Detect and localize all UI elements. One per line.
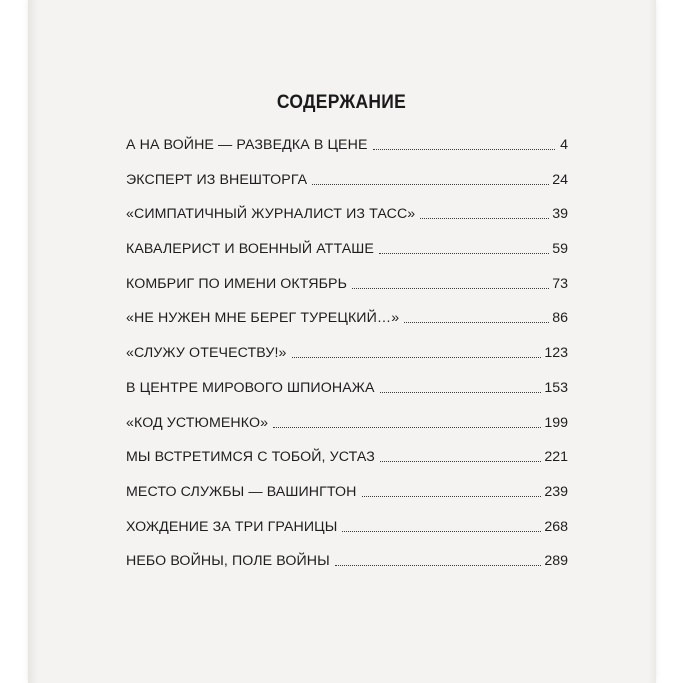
toc-entry [126, 240, 568, 275]
toc-page-number: 268 [544, 518, 568, 535]
toc-entry [126, 518, 568, 553]
toc-entry [126, 171, 568, 206]
toc-entry [126, 414, 568, 449]
toc-entry [126, 483, 568, 518]
toc-entry-title: А НА ВОЙНЕ — РАЗВЕДКА В ЦЕНЕ [126, 137, 368, 153]
toc-dot-leader [312, 171, 549, 185]
toc-entry-title: КАВАЛЕРИСТ И ВОЕННЫЙ АТТАШЕ [126, 241, 374, 258]
toc-page-number: 239 [544, 483, 568, 500]
toc-entry-title: МЕСТО СЛУЖБЫ — ВАШИНГТОН [126, 483, 357, 500]
toc-dot-leader [420, 205, 549, 219]
toc-dot-leader [380, 379, 542, 393]
toc-page-number: 73 [552, 275, 568, 292]
toc-dot-leader [380, 448, 541, 462]
toc-entry [126, 275, 568, 310]
toc-entry [126, 309, 568, 344]
toc-page-number: 59 [552, 241, 568, 258]
toc-page-number: 4 [560, 137, 568, 153]
toc-entry-title: «НЕ НУЖЕН МНЕ БЕРЕГ ТУРЕЦКИЙ…» [126, 310, 400, 327]
toc-entry [126, 205, 568, 240]
toc-entry-title: «СИМПАТИЧНЫЙ ЖУРНАЛИСТ ИЗ ТАСС» [126, 206, 416, 223]
toc-page-number: 39 [552, 206, 568, 223]
toc-entry-title: ЭКСПЕРТ ИЗ ВНЕШТОРГА [126, 171, 308, 188]
toc-entry-title: «КОД УСТЮМЕНКО» [126, 414, 269, 431]
toc-dot-leader [362, 483, 542, 497]
toc-dot-leader [292, 344, 542, 358]
toc-page-number: 153 [544, 379, 568, 396]
toc-entry-title: НЕБО ВОЙНЫ, ПОЛЕ ВОЙНЫ [126, 553, 330, 570]
toc-entry-title: В ЦЕНТРЕ МИРОВОГО ШПИОНАЖА [126, 379, 375, 396]
toc-dot-leader [352, 275, 549, 289]
toc-dot-leader [404, 309, 549, 323]
toc-dot-leader [379, 240, 549, 254]
toc-page-number: 86 [552, 310, 568, 327]
toc-entry [126, 448, 568, 483]
toc-entry [126, 136, 568, 171]
toc-entry [126, 552, 568, 587]
toc-entry-title: МЫ ВСТРЕТИМСЯ С ТОБОЙ, УСТАЗ [126, 449, 375, 466]
toc-entry [126, 344, 568, 379]
toc-dot-leader [342, 518, 541, 532]
toc-entry-title: «СЛУЖУ ОТЕЧЕСТВУ!» [126, 345, 287, 362]
table-of-contents [126, 136, 568, 587]
toc-page-number: 199 [544, 414, 568, 431]
toc-page-number: 289 [544, 553, 568, 570]
toc-entry-title: КОМБРИГ ПО ИМЕНИ ОКТЯБРЬ [126, 275, 347, 292]
toc-page-number: 221 [544, 449, 568, 466]
toc-page-number: 24 [552, 171, 568, 188]
toc-page-number: 123 [544, 345, 568, 362]
toc-dot-leader [335, 552, 542, 566]
page-title: СОДЕРЖАНИЕ [276, 92, 407, 113]
toc-entry-title: ХОЖДЕНИЕ ЗА ТРИ ГРАНИЦЫ [126, 518, 338, 535]
toc-dot-leader [273, 414, 541, 428]
toc-entry [126, 379, 568, 414]
toc-dot-leader [373, 136, 555, 150]
